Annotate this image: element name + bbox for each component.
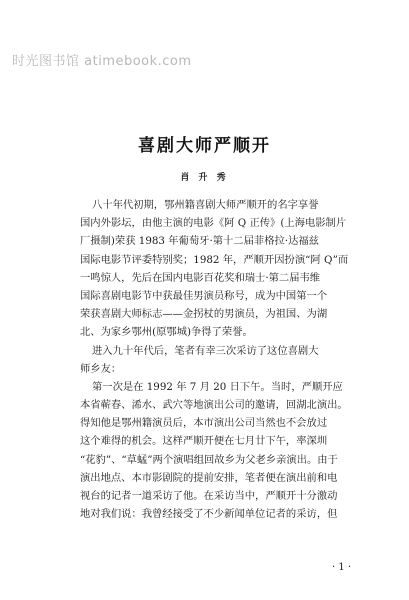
text-line: 本省蕲春、浠水、武穴等地演出公司的邀请，回湖北演出。 [80, 399, 348, 412]
text-line: 厂摄制)荣获 1983 年葡萄牙·第十二届菲格拉·达福兹 [80, 235, 319, 248]
text-line: 进入九十年代后，笔者有幸三次采访了这位喜剧大 [92, 344, 319, 357]
text-line: 一鸣惊人，先后在国内电影百花奖和瑞士·第二届韦维 [80, 271, 321, 284]
paragraph [80, 196, 360, 342]
paragraph [80, 378, 360, 524]
text-line: 视台的记者一道采访了他。在采访当中，严顺开十分激动 [80, 490, 338, 502]
text-line: “花豹”、“草蜢”两个演唱组回故乡为父老乡亲演出。由于 [80, 453, 338, 466]
page-number: · 1 · [332, 562, 352, 573]
text-line: 第一次是在 1992 年 7 月 20 日下午。当时，严顺开应 [92, 380, 343, 393]
author-byline: 肖 升 秀 [180, 173, 229, 183]
article-body [80, 196, 360, 523]
page-title: 喜剧大师严顺开 [138, 136, 271, 156]
text-line: 荣获喜剧大师标志——金拐杖的男演员，为祖国、为湖 [80, 308, 328, 321]
text-line: 国际喜剧电影节中获最佳男演员称号，成为中国第一个 [80, 289, 328, 302]
text-line: 国内外影坛，由他主演的电影《阿 Q 正传》(上海电影制片 [80, 217, 347, 230]
paragraph [80, 342, 360, 378]
text-line: 地对我们说：我曾经接受了不少新闻单位记者的采访，但 [80, 508, 338, 521]
text-line: 北、为家乡鄂州(原鄂城)争得了荣誉。 [80, 326, 253, 339]
watermark-text: 时光图书馆 atimebook.com [12, 54, 192, 69]
text-line: 师乡友： [80, 362, 122, 375]
text-line: 国际电影节评委特别奖；1982 年，严顺开因扮演“阿 Q”而 [80, 253, 349, 266]
text-line: 这个难得的机会。这样严顺开便在七月廿下午，率深圳 [80, 435, 328, 448]
text-line: 演出地点、本市影剧院的提前安排，笔者便在演出前和电 [80, 471, 338, 484]
text-line: 八十年代初期，鄂州籍喜剧大师严顺开的名字享誉 [92, 199, 319, 211]
text-line: 得知他是鄂州籍演员后，本市演出公司当然也不会放过 [80, 417, 328, 430]
